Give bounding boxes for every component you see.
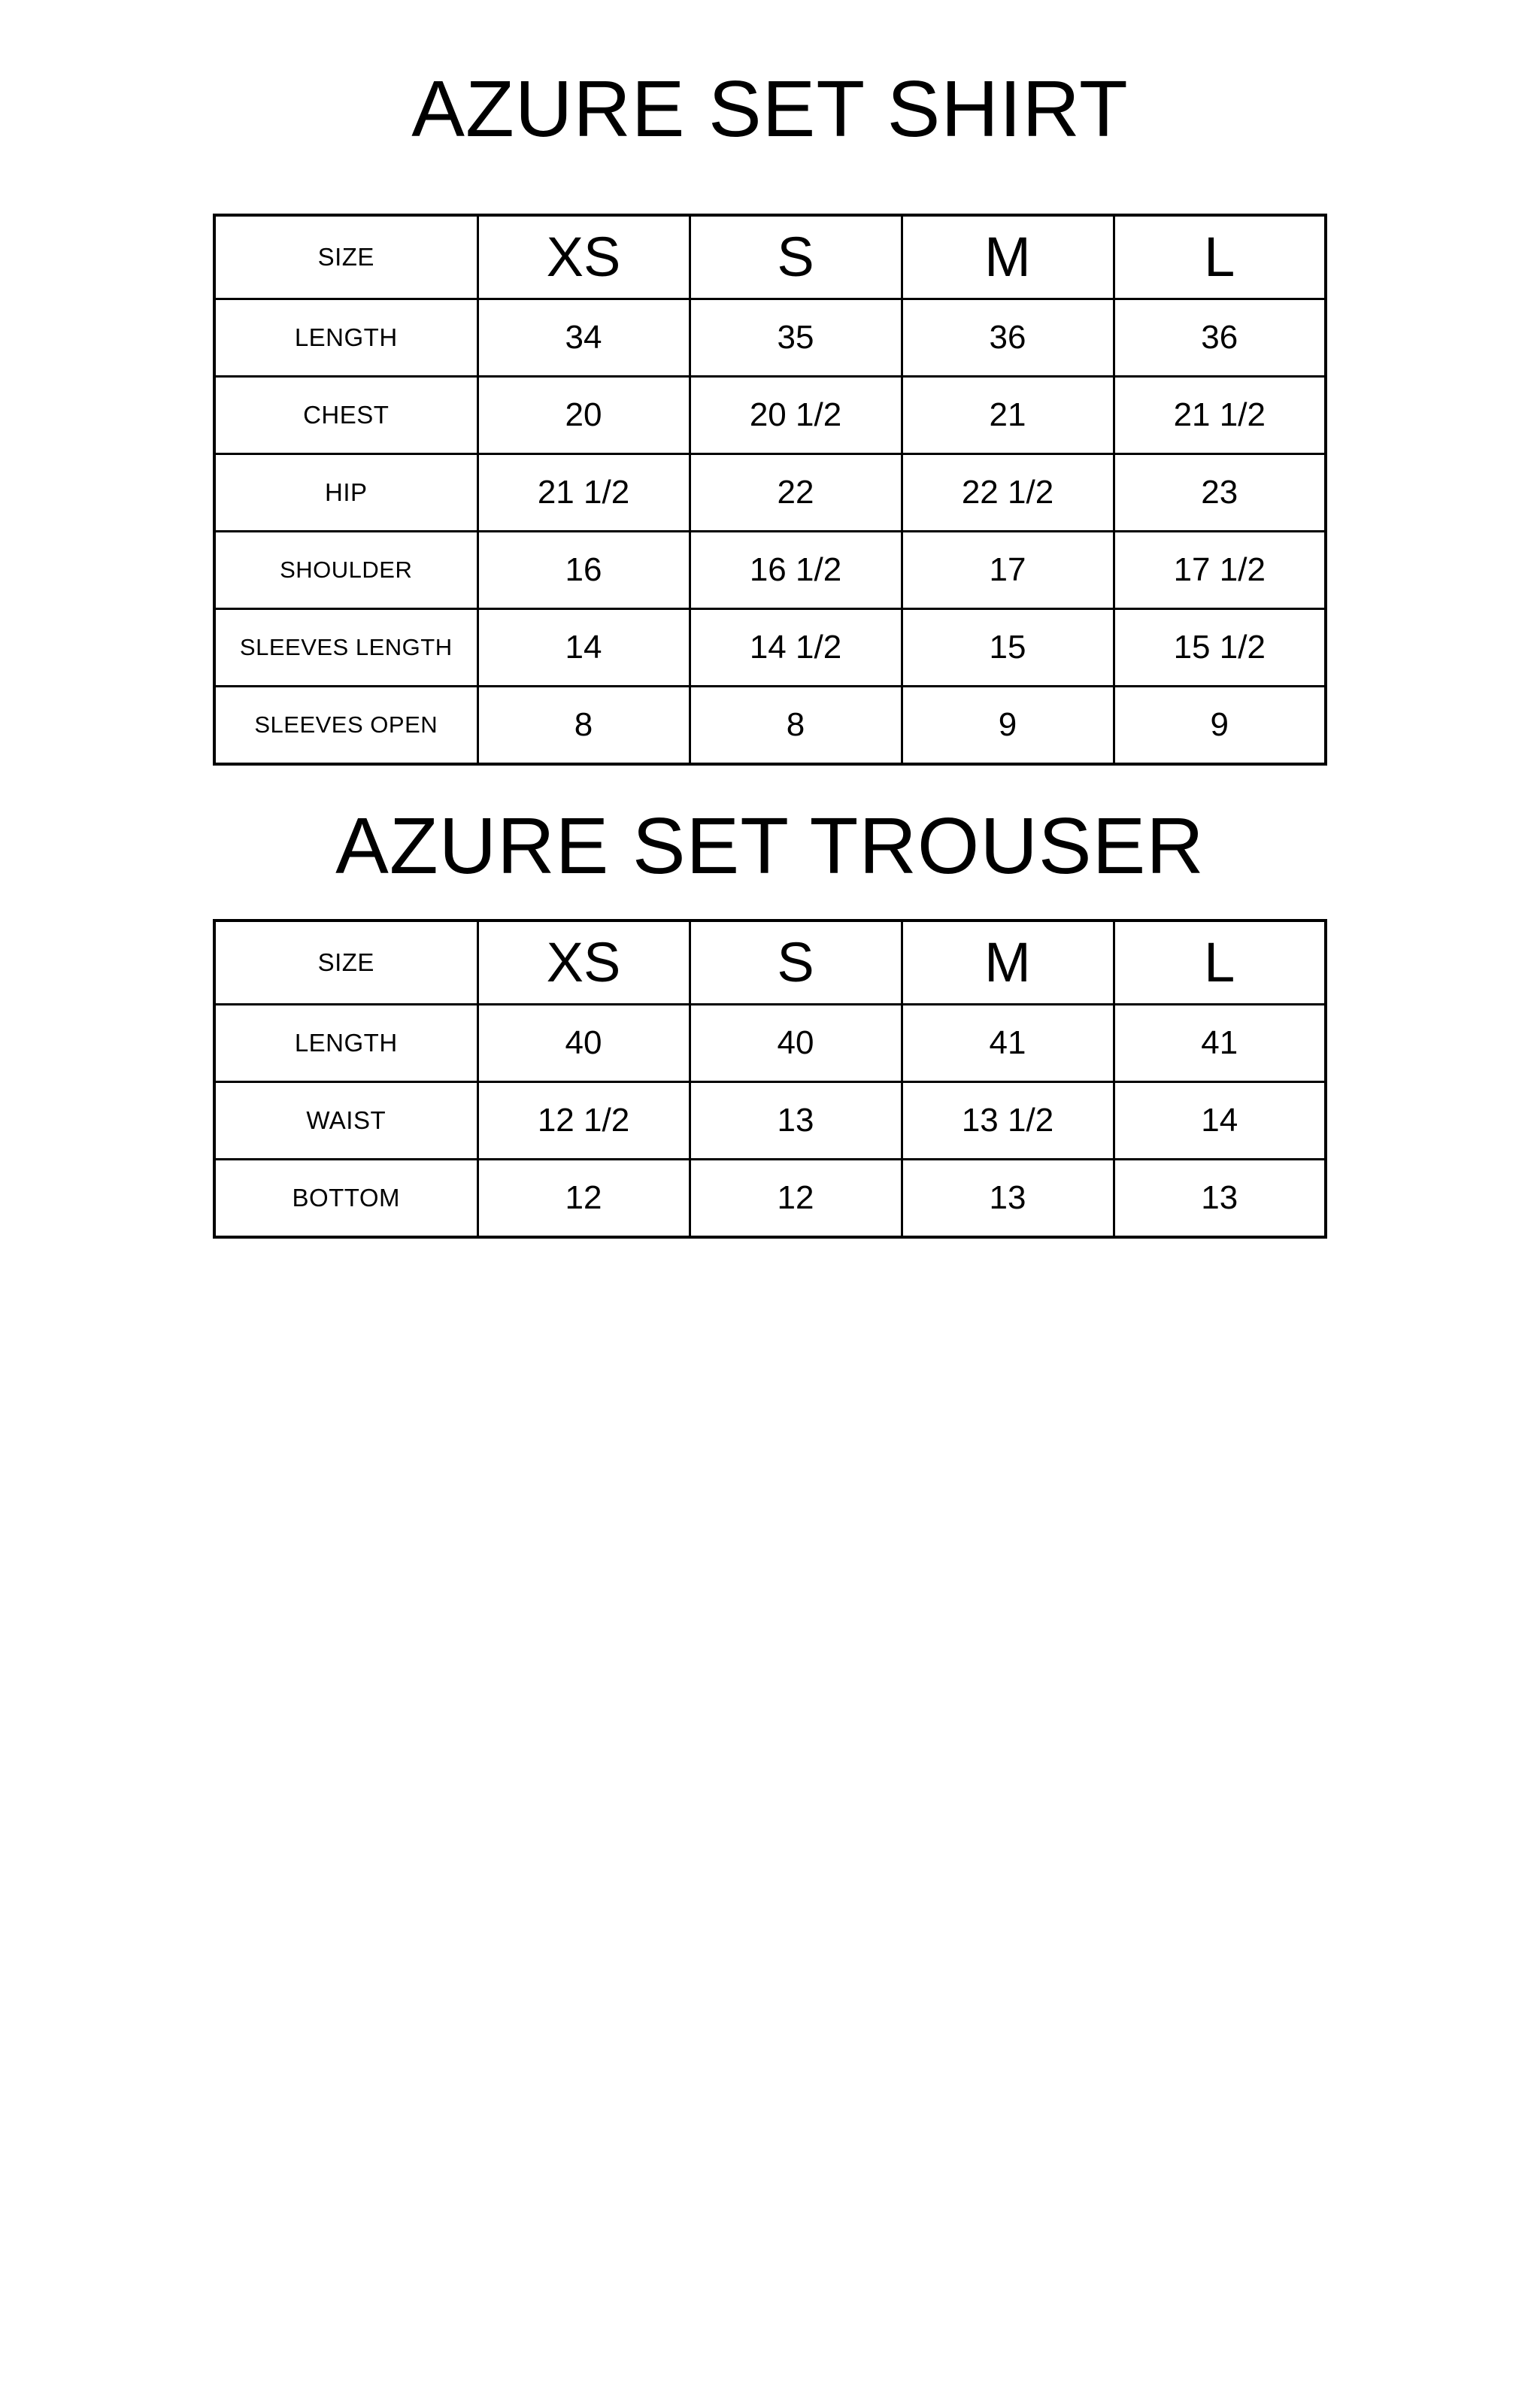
- cell-hip-l: 23: [1114, 454, 1326, 532]
- row-label-shoulder: SHOULDER: [214, 532, 477, 609]
- cell-bottom-m: 13: [902, 1160, 1114, 1238]
- cell-waist-s: 13: [690, 1082, 902, 1160]
- table-row: [214, 299, 1326, 377]
- cell-waist-xs: 12 1/2: [477, 1082, 690, 1160]
- table-row: [214, 1160, 1326, 1238]
- cell-shoulder-l: 17 1/2: [1114, 532, 1326, 609]
- row-label-length: LENGTH: [214, 1005, 477, 1082]
- cell-length-l: 41: [1114, 1005, 1326, 1082]
- table-row: [214, 609, 1326, 687]
- cell-chest-m: 21: [902, 377, 1114, 454]
- row-label-hip: HIP: [214, 454, 477, 532]
- cell-length-m: 41: [902, 1005, 1114, 1082]
- header-size-m: M: [902, 215, 1114, 299]
- cell-sleeves-open-s: 8: [690, 687, 902, 765]
- cell-length-xs: 34: [477, 299, 690, 377]
- shirt-table-wrapper: [0, 214, 1540, 766]
- cell-bottom-l: 13: [1114, 1160, 1326, 1238]
- cell-sleeves-open-m: 9: [902, 687, 1114, 765]
- header-size-s: S: [690, 921, 902, 1005]
- cell-bottom-xs: 12: [477, 1160, 690, 1238]
- header-size-l: L: [1114, 921, 1326, 1005]
- table-row: [214, 454, 1326, 532]
- table-row: [214, 532, 1326, 609]
- cell-waist-l: 14: [1114, 1082, 1326, 1160]
- cell-chest-l: 21 1/2: [1114, 377, 1326, 454]
- row-label-length: LENGTH: [214, 299, 477, 377]
- cell-length-m: 36: [902, 299, 1114, 377]
- shirt-section-title: AZURE SET SHIRT: [411, 65, 1129, 153]
- row-label-chest: CHEST: [214, 377, 477, 454]
- table-row: [214, 1005, 1326, 1082]
- cell-sleeves-length-s: 14 1/2: [690, 609, 902, 687]
- table-header-row: [214, 215, 1326, 299]
- cell-shoulder-m: 17: [902, 532, 1114, 609]
- cell-chest-s: 20 1/2: [690, 377, 902, 454]
- trouser-section-title: AZURE SET TROUSER: [335, 802, 1205, 890]
- table-row: [214, 1082, 1326, 1160]
- header-size-s: S: [690, 215, 902, 299]
- row-label-sleeves-length: SLEEVES LENGTH: [214, 609, 477, 687]
- trouser-table-wrapper: [0, 919, 1540, 1239]
- cell-sleeves-length-l: 15 1/2: [1114, 609, 1326, 687]
- header-label-size: SIZE: [214, 215, 477, 299]
- cell-waist-m: 13 1/2: [902, 1082, 1114, 1160]
- cell-length-s: 35: [690, 299, 902, 377]
- shirt-size-table: [213, 214, 1327, 766]
- cell-hip-m: 22 1/2: [902, 454, 1114, 532]
- cell-sleeves-length-xs: 14: [477, 609, 690, 687]
- cell-sleeves-open-l: 9: [1114, 687, 1326, 765]
- cell-length-xs: 40: [477, 1005, 690, 1082]
- row-label-waist: WAIST: [214, 1082, 477, 1160]
- cell-bottom-s: 12: [690, 1160, 902, 1238]
- spacer-between-sections: [0, 766, 1540, 806]
- table-header-row: [214, 921, 1326, 1005]
- header-size-xs: XS: [477, 215, 690, 299]
- cell-sleeves-open-xs: 8: [477, 687, 690, 765]
- header-size-xs: XS: [477, 921, 690, 1005]
- header-size-l: L: [1114, 215, 1326, 299]
- size-chart-page: [0, 65, 1540, 2384]
- cell-shoulder-s: 16 1/2: [690, 532, 902, 609]
- row-label-bottom: BOTTOM: [214, 1160, 477, 1238]
- trouser-size-table: [213, 919, 1327, 1239]
- cell-hip-s: 22: [690, 454, 902, 532]
- cell-chest-xs: 20: [477, 377, 690, 454]
- spacer-after-trouser-title: [0, 886, 1540, 919]
- row-label-sleeves-open: SLEEVES OPEN: [214, 687, 477, 765]
- table-row: [214, 687, 1326, 765]
- header-size-m: M: [902, 921, 1114, 1005]
- cell-hip-xs: 21 1/2: [477, 454, 690, 532]
- header-label-size: SIZE: [214, 921, 477, 1005]
- cell-length-s: 40: [690, 1005, 902, 1082]
- cell-length-l: 36: [1114, 299, 1326, 377]
- cell-sleeves-length-m: 15: [902, 609, 1114, 687]
- cell-shoulder-xs: 16: [477, 532, 690, 609]
- spacer-after-shirt-title: [0, 149, 1540, 214]
- table-row: [214, 377, 1326, 454]
